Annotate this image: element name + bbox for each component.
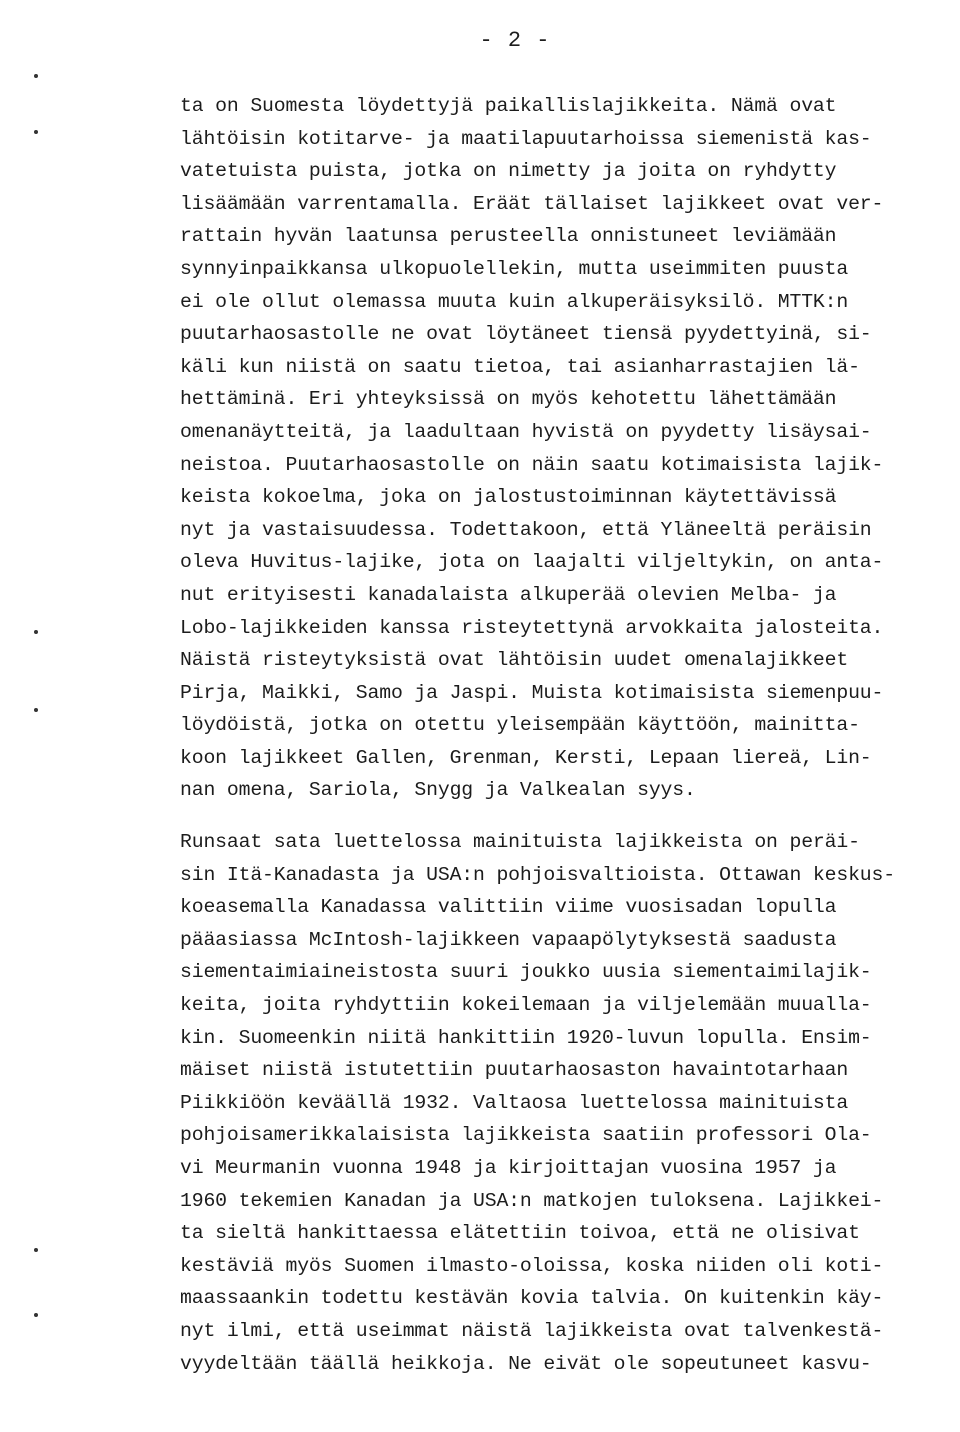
text-line: hettäminä. Eri yhteyksissä on myös kehotettu lähettämään <box>180 388 837 411</box>
text-line: löydöistä, jotka on otettu yleisempään käyttöön, mainitta- <box>180 714 860 737</box>
text-line: Lobo-lajikkeiden kanssa risteytettynä arvokkaita jalosteita. <box>180 616 884 639</box>
text-line: lisäämään varrentamalla. Eräät tällaiset lajikkeet ovat ver- <box>180 192 884 215</box>
text-line: nyt ja vastaisuudessa. Todettakoon, että Yläneeltä peräisin <box>180 518 872 541</box>
text-line: vyydeltään täällä heikkoja. Ne eivät ole sopeutuneet kasvu- <box>180 1352 872 1375</box>
text-line: siementaimiaineistosta suuri joukko uusia siementaimilajik- <box>180 961 872 984</box>
text-line: omenanäytteitä, ja laadultaan hyvistä on pyydetty lisäysai- <box>180 420 872 443</box>
text-line: Runsaat sata luettelossa mainituista lajikkeista on peräi- <box>180 831 860 853</box>
text-line: oleva Huvitus-lajike, jota on laajalti viljeltykin, on anta- <box>180 551 884 574</box>
text-line: vatetuista puista, jotka on nimetty ja joita on ryhdytty <box>180 160 837 183</box>
text-line: maassaankin todettu kestävän kovia talvia. On kuitenkin käy- <box>180 1287 884 1310</box>
text-line: nut erityisesti kanadalaista alkuperää olevien Melba- ja <box>180 583 837 606</box>
text-line: keista kokoelma, joka on jalostustoiminnan käytettävissä <box>180 486 837 509</box>
text-line: keita, joita ryhdyttiin kokeilemaan ja viljelemään muualla- <box>180 993 872 1016</box>
text-line: Näistä risteytyksistä ovat lähtöisin uudet omenalajikkeet <box>180 649 849 672</box>
text-line: mäiset niistä istutettiin puutarhaosaston havaintotarhaan <box>180 1059 849 1082</box>
paragraph-2 <box>180 826 960 1380</box>
text-line: koeasemalla Kanadassa valittiin viime vuosisadan lopulla <box>180 896 837 919</box>
text-line: rattain hyvän laatunsa perusteella onnistuneet leviämään <box>180 225 837 248</box>
text-line: Piikkiöön keväällä 1932. Valtaosa luettelossa mainituista <box>180 1091 849 1114</box>
text-line: nan omena, Sariola, Snygg ja Valkealan syys. <box>180 779 696 802</box>
scan-speck <box>34 1248 38 1252</box>
text-line: synnyinpaikkansa ulkopuolellekin, mutta useimmiten puusta <box>180 257 849 280</box>
scan-speck <box>34 1313 38 1317</box>
text-line: pääasiassa McIntosh-lajikkeen vapaapölytyksestä saadusta <box>180 928 837 951</box>
text-line: koon lajikkeet Gallen, Grenman, Kersti, Lepaan liereä, Lin- <box>180 746 872 769</box>
text-line: kin. Suomeenkin niitä hankittiin 1920-luvun lopulla. Ensim- <box>180 1026 872 1049</box>
text-line: nyt ilmi, että useimmat näistä lajikkeista ovat talvenkestä- <box>180 1319 884 1342</box>
text-line: 1960 tekemien Kanadan ja USA:n matkojen tuloksena. Lajikkei- <box>180 1189 884 1212</box>
text-line: lähtöisin kotitarve- ja maatilapuutarhoissa siemenistä kas- <box>180 127 872 150</box>
paragraph-1 <box>180 90 960 807</box>
text-line: käli kun niistä on saatu tietoa, tai asianharrastajien lä- <box>180 355 860 378</box>
text-line: vi Meurmanin vuonna 1948 ja kirjoittajan vuosina 1957 ja <box>180 1156 837 1179</box>
text-line: ta sieltä hankittaessa elätettiin toivoa, että ne olisivat <box>180 1222 860 1245</box>
text-line: pohjoisamerikkalaisista lajikkeista saatiin professori Ola- <box>180 1124 872 1147</box>
text-line: neistoa. Puutarhaosastolle on näin saatu kotimaisista lajik- <box>180 453 884 476</box>
text-line: kestäviä myös Suomen ilmasto-oloissa, koska niiden oli koti- <box>180 1254 884 1277</box>
page-number: - 2 - <box>479 28 551 53</box>
scan-speck <box>34 74 38 78</box>
text-line: Pirja, Maikki, Samo ja Jaspi. Muista kotimaisista siemenpuu- <box>180 681 884 704</box>
scan-speck <box>34 630 38 634</box>
text-line: ei ole ollut olemassa muuta kuin alkuperäisyksilö. MTTK:n <box>180 290 849 313</box>
scan-speck <box>34 708 38 712</box>
scan-speck <box>34 130 38 134</box>
text-line: sin Itä-Kanadasta ja USA:n pohjoisvaltioista. Ottawan keskus- <box>180 863 895 886</box>
text-line: puutarhaosastolle ne ovat löytäneet tiensä pyydettyinä, si- <box>180 323 872 346</box>
text-line: ta on Suomesta löydettyjä paikallislajikkeita. Nämä ovat <box>180 95 837 117</box>
